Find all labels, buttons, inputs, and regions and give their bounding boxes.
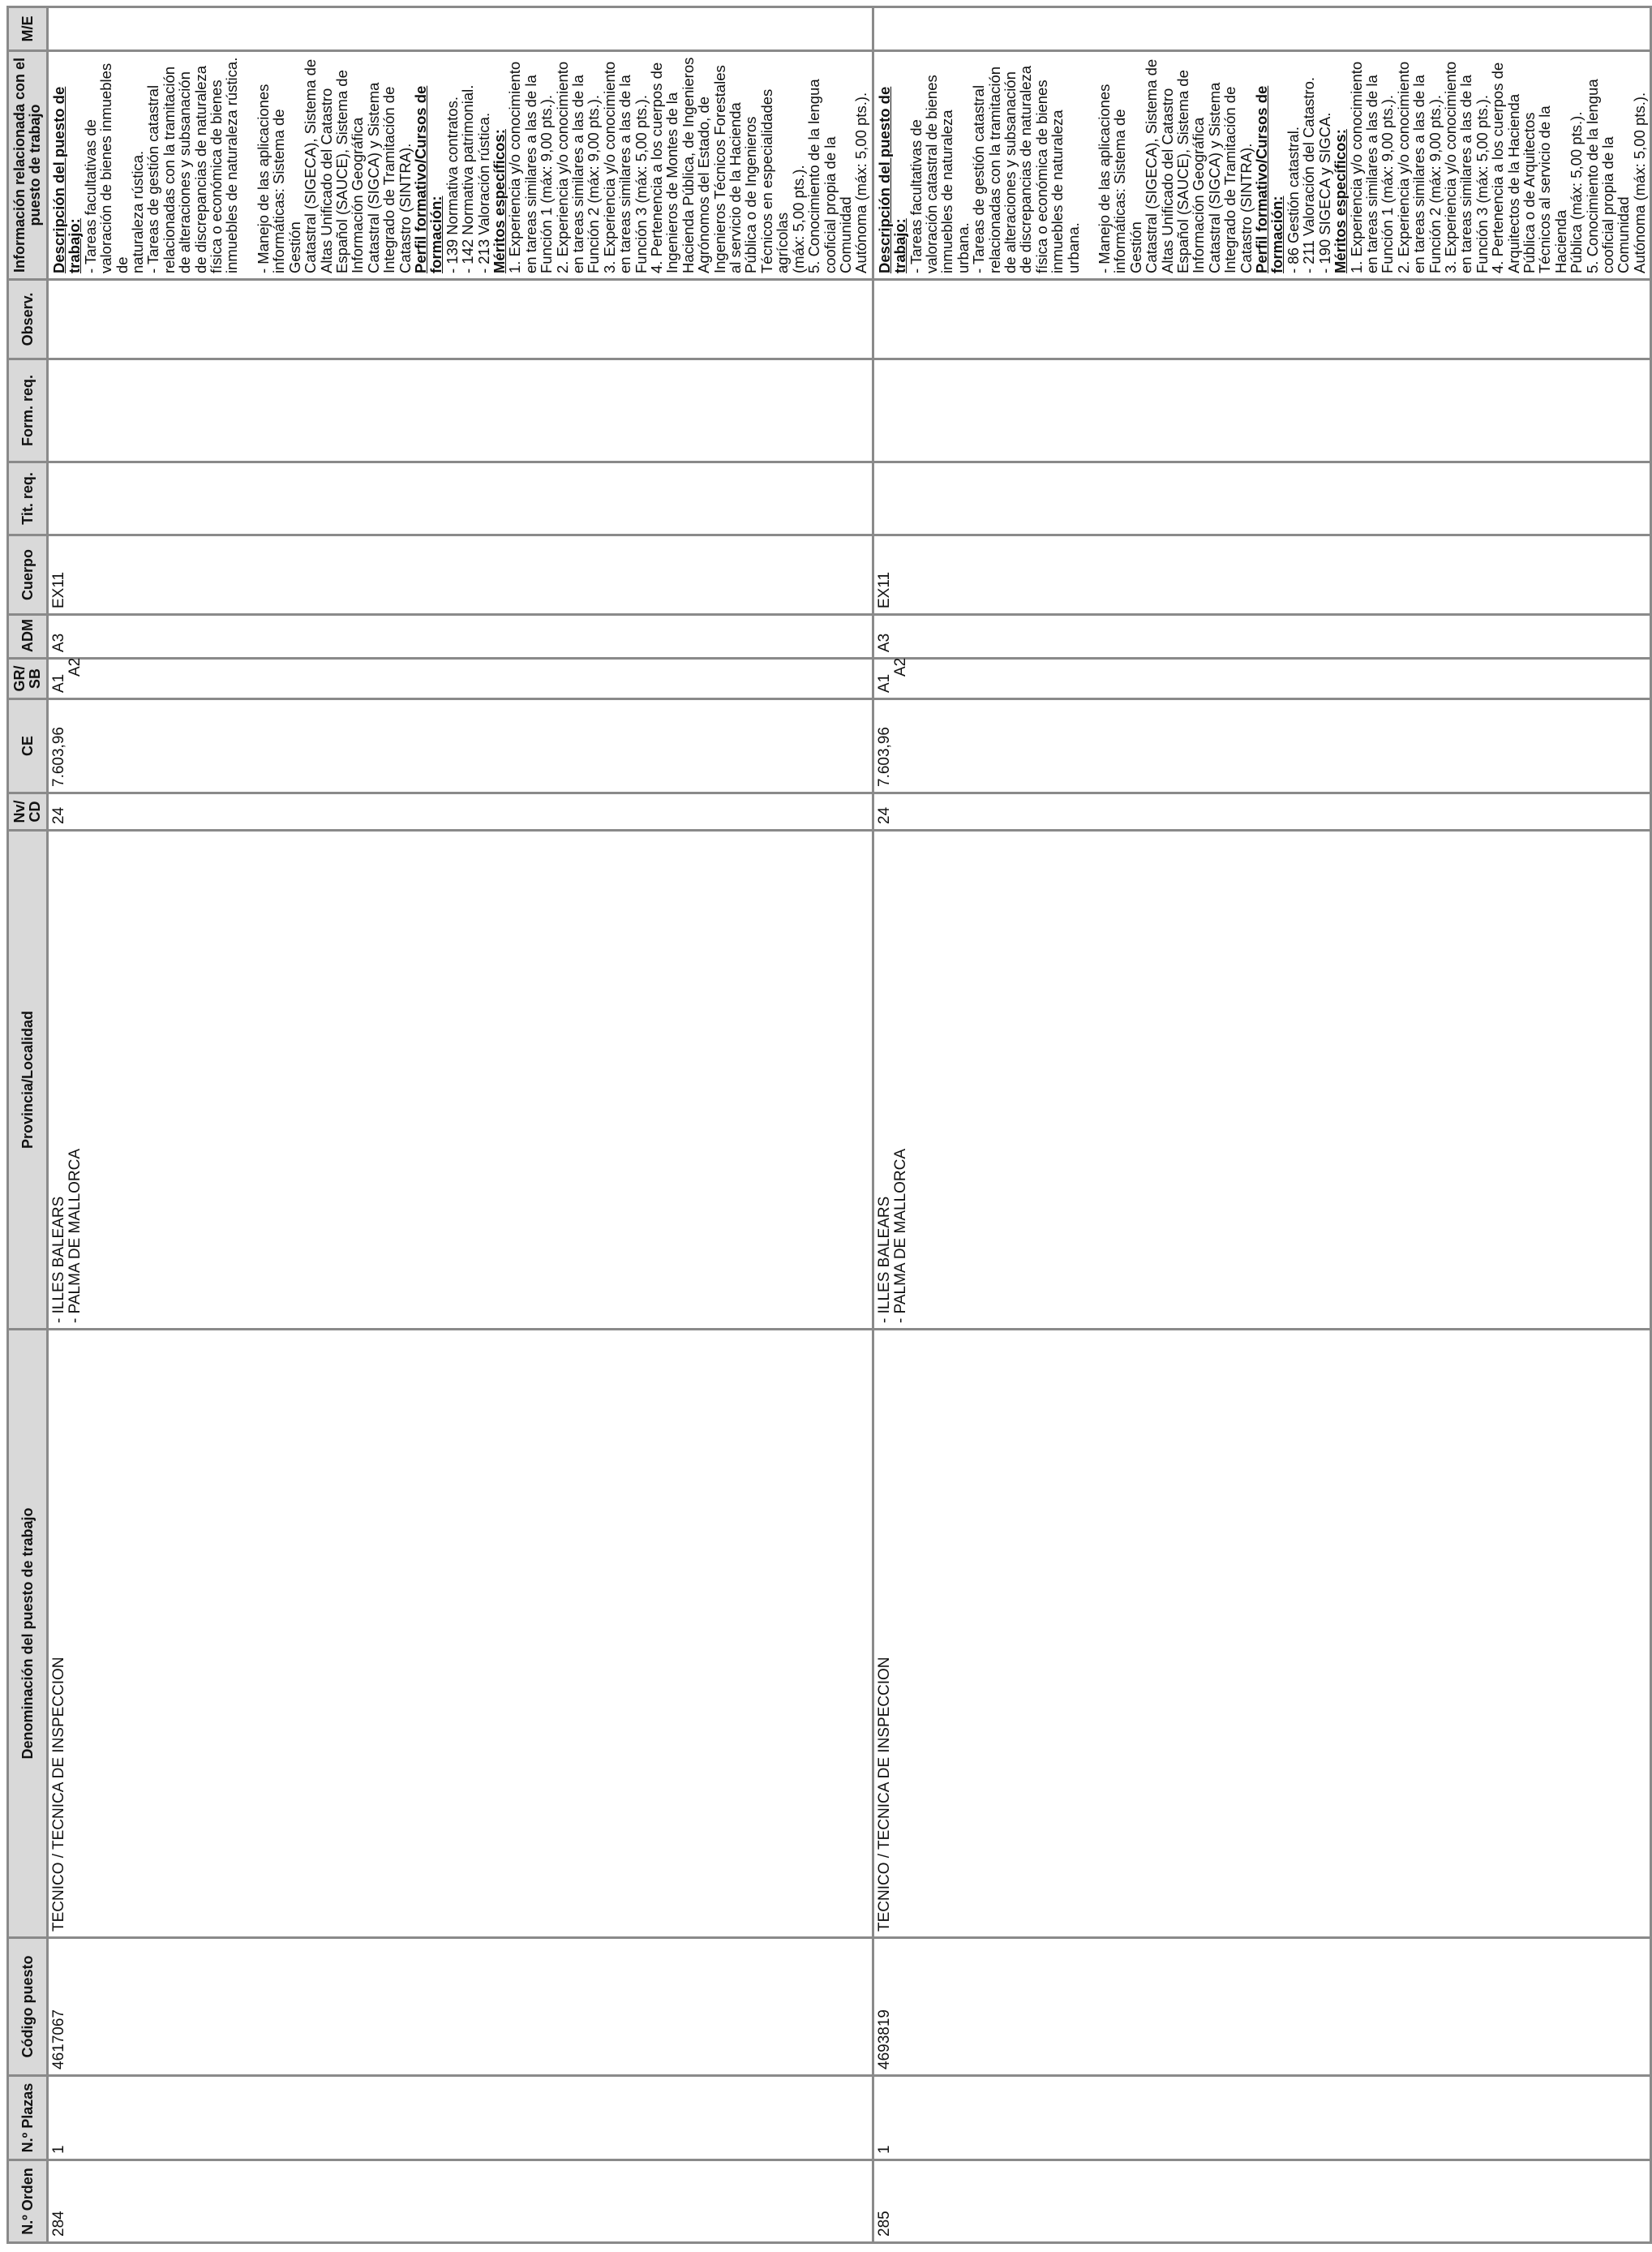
meritos-line: 1. Experiencia y/o conocimiento en tareas similares a las de la <box>1347 61 1380 273</box>
meritos-title: Méritos específicos: <box>1332 129 1349 273</box>
desc-line: - Tareas de gestión catastral relacionadas con la tramitación <box>144 66 178 273</box>
meritos-line: 4. Pertenencia a los cuerpos de Arquitectos de la Hacienda <box>1489 62 1522 273</box>
cell-plazas: 1 <box>873 2076 1651 2160</box>
desc-line: Catastral (SIGECA), Sistema de Altas Unificado del Catastro <box>302 58 335 273</box>
header-codigo: Código puesto <box>8 1938 48 2076</box>
cell-orden: 284 <box>48 2160 873 2243</box>
grsb-line: A1 <box>50 673 67 693</box>
cell-nivel: 24 <box>873 793 1651 831</box>
cell-ce: 7.603,96 <box>873 699 1651 793</box>
desc-line: Catastro (SINTRA). <box>1237 143 1255 273</box>
meritos-line: (máx: 5,00 pts.). <box>789 165 807 273</box>
desc-line: física o económica de bienes inmuebles de naturaleza rústica. <box>208 57 241 273</box>
desc-line <box>240 57 255 273</box>
header-observ: Observ. <box>8 280 48 359</box>
cell-cuerpo: EX11 <box>48 535 873 615</box>
meritos-line: 3. Experiencia y/o conocimiento en tareas similares a las de la <box>1441 61 1475 273</box>
positions-table <box>6 6 1652 2244</box>
meritos-line: Hacienda Pública, de Ingenieros Agrónomos del Estado, de <box>679 57 713 273</box>
grsb-line: A2 <box>891 657 909 677</box>
desc-line: - Tareas de gestión catastral relacionadas con la tramitación <box>970 66 1003 273</box>
cell-observ <box>873 280 1651 359</box>
desc-line: de alteraciones y subsanación de discrepancias de naturaleza <box>1001 65 1035 273</box>
perfil-line: - 139 Normativa contratos. <box>443 97 461 273</box>
desc-line: Catastral (SIGCA) y Sistema Integrado de Tramitación de <box>364 82 398 273</box>
desc-line: - Tareas facultativas de valoración catastral de bienes <box>907 75 940 273</box>
meritos-line: Función 3 (máx: 5,00 pts.). <box>1473 94 1491 273</box>
header-form: Form. req. <box>8 359 48 462</box>
cell-form <box>48 359 873 462</box>
desc-line: Catastro (SINTRA). <box>396 143 414 273</box>
table-body <box>48 7 1651 2243</box>
meritos-line: Función 3 (máx: 5,00 pts.). <box>632 94 650 273</box>
perfil-line: - 86 Gestión catastral. <box>1284 127 1302 273</box>
desc-line: - Manejo de las aplicaciones informáticas: Sistema de Gestión <box>1096 84 1144 273</box>
table-row <box>873 7 1651 2243</box>
header-cuerpo: Cuerpo <box>8 535 48 615</box>
cell-nivel: 24 <box>48 793 873 831</box>
perfil-title: Perfil formativo/Cursos de formación: <box>411 85 445 273</box>
provincia-line: - ILLES BALEARS <box>50 1196 67 1323</box>
header-grsb-2: SB <box>27 668 43 690</box>
desc-line: inmuebles de naturaleza urbana. <box>938 110 972 273</box>
desc-line: Español (SAUCE), Sistema de Información Geográfica <box>1174 70 1208 273</box>
cell-form <box>873 359 1651 462</box>
grsb-line: A1 <box>875 673 893 693</box>
desc-title: Descripción del puesto de trabajo: <box>875 86 909 273</box>
cell-adm: A3 <box>48 615 873 659</box>
cell-cuerpo: EX11 <box>873 535 1651 615</box>
perfil-line: - 213 Valoración rústica. <box>474 112 492 273</box>
provincia-line: - PALMA DE MALLORCA <box>67 1148 84 1323</box>
perfil-line: - 142 Normativa patrimonial. <box>459 84 477 273</box>
desc-line: - Tareas facultativas de valoración de bienes inmuebles de <box>81 62 131 273</box>
desc-line: Catastral (SIGCA) y Sistema Integrado de Tramitación de <box>1205 82 1239 273</box>
cell-ce: 7.603,96 <box>48 699 873 793</box>
desc-line: Catastral (SIGECA), Sistema de Altas Unificado del Catastro <box>1143 58 1176 273</box>
meritos-line: Autónoma (máx: 5,00 pts.). <box>1630 92 1648 273</box>
header-nivel <box>8 793 48 831</box>
meritos-line: Pública o de Arquitectos Técnicos al servicio de la Hacienda <box>1520 105 1569 273</box>
meritos-line: Autónoma (máx: 5,00 pts.). <box>852 92 870 273</box>
meritos-line: 2. Experiencia y/o conocimiento en tareas similares a las de la <box>1394 61 1428 273</box>
meritos-line: Ingenieros Técnicos Forestales al servicio de la Hacienda <box>710 65 744 273</box>
header-nivel-1: Nv/ <box>11 800 28 823</box>
header-row <box>8 7 48 2243</box>
perfil-line: - 211 Valoración del Catastro. <box>1300 77 1318 273</box>
header-tit: Tit. req. <box>8 462 48 535</box>
cell-plazas: 1 <box>48 2076 873 2160</box>
cell-adm: A3 <box>873 615 1651 659</box>
header-info: Información relacionada con el puesto de trabajo <box>8 51 48 280</box>
header-nivel-2: CD <box>27 801 43 823</box>
table-row <box>48 7 873 2243</box>
meritos-line: 1. Experiencia y/o conocimiento en tareas similares a las de la <box>506 61 539 273</box>
desc-line: Español (SAUCE), Sistema de Información Geográfica <box>333 70 367 273</box>
meritos-line: Pública o de Ingenieros Técnicos en especialidades agrícolas <box>742 88 792 273</box>
meritos-line: Función 2 (máx: 9,00 pts.). <box>1426 94 1444 273</box>
cell-me <box>48 7 873 51</box>
header-provincia: Provincia/Localidad <box>8 831 48 1330</box>
desc-line: - Manejo de las aplicaciones informáticas: Sistema de Gestión <box>254 84 303 273</box>
header-orden: N.º Orden <box>8 2160 48 2243</box>
header-grsb-1: GR/ <box>11 665 28 692</box>
meritos-line: 4. Pertenencia a los cuerpos de Ingenieros de Montes de la <box>648 62 681 273</box>
cell-grsb <box>873 659 1651 699</box>
cell-orden: 285 <box>873 2160 1651 2243</box>
provincia-line: - PALMA DE MALLORCA <box>891 1148 909 1323</box>
cell-grsb <box>48 659 873 699</box>
cell-tit <box>48 462 873 535</box>
meritos-line: 5. Conocimiento de la lengua cooficial propia de la Comunidad <box>1583 79 1633 273</box>
header-plazas: N.º Plazas <box>8 2076 48 2160</box>
desc-line <box>1081 57 1096 273</box>
grsb-line: A2 <box>67 657 84 677</box>
provincia-line: - ILLES BALEARS <box>875 1196 893 1323</box>
meritos-line: 3. Experiencia y/o conocimiento en tareas similares a las de la <box>600 61 634 273</box>
desc-title: Descripción del puesto de trabajo: <box>50 86 84 273</box>
meritos-line: Función 2 (máx: 9,00 pts.). <box>585 94 603 273</box>
meritos-line: 2. Experiencia y/o conocimiento en tareas similares a las de la <box>553 61 586 273</box>
cell-denominacion: TECNICO / TECNICA DE INSPECCION <box>873 1330 1651 1938</box>
header-grsb <box>8 659 48 699</box>
desc-line: física o económica de bienes inmuebles de naturaleza urbana. <box>1032 80 1082 273</box>
cell-observ <box>48 280 873 359</box>
meritos-line: Función 1 (máx: 9,00 pts.). <box>538 94 556 273</box>
cell-denominacion: TECNICO / TECNICA DE INSPECCION <box>48 1330 873 1938</box>
header-denominacion: Denominación del puesto de trabajo <box>8 1330 48 1938</box>
header-adm: ADM <box>8 615 48 659</box>
perfil-line: - 190 SIGECA y SIGCA. <box>1315 112 1333 273</box>
meritos-line: 5. Conocimiento de la lengua cooficial propia de la Comunidad <box>805 79 854 273</box>
desc-line: de alteraciones y subsanación de discrepancias de naturaleza <box>176 65 209 273</box>
header-me: M/E <box>8 7 48 51</box>
desc-line: naturaleza rústica. <box>129 150 147 273</box>
header-ce: CE <box>8 699 48 793</box>
cell-info <box>873 51 1651 280</box>
cell-info <box>48 51 873 280</box>
perfil-title: Perfil formativo/Cursos de formación: <box>1253 85 1286 273</box>
cell-provincia <box>48 831 873 1330</box>
cell-codigo: 4693819 <box>873 1938 1651 2076</box>
meritos-line: Función 1 (máx: 9,00 pts.). <box>1379 94 1397 273</box>
cell-tit <box>873 462 1651 535</box>
cell-me <box>873 7 1651 51</box>
cell-codigo: 4617067 <box>48 1938 873 2076</box>
cell-provincia <box>873 831 1651 1330</box>
meritos-line: Pública (máx: 5,00 pts.). <box>1568 111 1585 273</box>
meritos-title: Méritos específicos: <box>490 129 508 273</box>
